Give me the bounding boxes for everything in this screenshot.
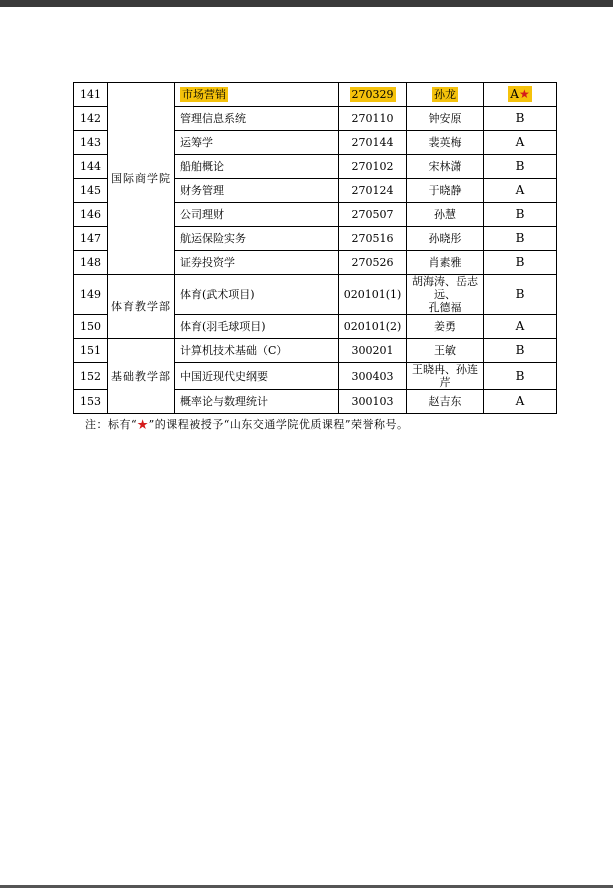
course-name: 中国近现代史纲要 bbox=[175, 363, 339, 390]
course-name bbox=[175, 83, 339, 107]
row-number: 146 bbox=[74, 203, 108, 227]
highlighted-course-name: 市场营销 bbox=[182, 88, 226, 101]
teacher-name-line: 孔德福 bbox=[428, 301, 462, 314]
course-code: 270507 bbox=[339, 203, 407, 227]
course-code bbox=[339, 83, 407, 107]
course-name: 航运保险实务 bbox=[175, 227, 339, 251]
top-bar bbox=[0, 0, 613, 7]
department-cell: 国际商学院 bbox=[108, 83, 175, 275]
course-name: 管理信息系统 bbox=[175, 107, 339, 131]
highlighted-course-code: 270329 bbox=[351, 88, 394, 101]
course-code: 270144 bbox=[339, 131, 407, 155]
table-row bbox=[74, 83, 557, 107]
teacher-name: 宋林潇 bbox=[407, 155, 484, 179]
teacher-name: 裴英梅 bbox=[407, 131, 484, 155]
grade-cell: A bbox=[484, 315, 557, 339]
grade-cell: B bbox=[484, 107, 557, 131]
course-code: 300103 bbox=[339, 390, 407, 414]
row-number: 144 bbox=[74, 155, 108, 179]
course-name: 公司理财 bbox=[175, 203, 339, 227]
teacher-name: 于晓静 bbox=[407, 179, 484, 203]
teacher-name: 姜勇 bbox=[407, 315, 484, 339]
grade-cell: B bbox=[484, 203, 557, 227]
teacher-name bbox=[407, 275, 484, 315]
course-code: 300201 bbox=[339, 339, 407, 363]
table-row bbox=[74, 339, 557, 363]
department-cell: 体育教学部 bbox=[108, 275, 175, 339]
highlighted-grade bbox=[508, 86, 531, 102]
teacher-name: 王敏 bbox=[407, 339, 484, 363]
grade-cell: B bbox=[484, 155, 557, 179]
teacher-name bbox=[407, 83, 484, 107]
row-number: 150 bbox=[74, 315, 108, 339]
course-name: 证券投资学 bbox=[175, 251, 339, 275]
course-name: 财务管理 bbox=[175, 179, 339, 203]
course-code: 300403 bbox=[339, 363, 407, 390]
grade-cell: B bbox=[484, 227, 557, 251]
grade-cell: B bbox=[484, 363, 557, 390]
teacher-name: 王晓冉、孙连芹 bbox=[407, 363, 484, 390]
grade-cell: A bbox=[484, 390, 557, 414]
course-table bbox=[73, 82, 557, 414]
row-number: 141 bbox=[74, 83, 108, 107]
row-number: 148 bbox=[74, 251, 108, 275]
teacher-name: 肖素雅 bbox=[407, 251, 484, 275]
teacher-name: 赵吉东 bbox=[407, 390, 484, 414]
footnote bbox=[85, 416, 409, 432]
course-code: 270110 bbox=[339, 107, 407, 131]
row-number: 143 bbox=[74, 131, 108, 155]
course-name: 计算机技术基础（C） bbox=[175, 339, 339, 363]
star-icon: ★ bbox=[137, 418, 149, 431]
row-number: 151 bbox=[74, 339, 108, 363]
teacher-name: 钟安原 bbox=[407, 107, 484, 131]
course-code: 270102 bbox=[339, 155, 407, 179]
grade-cell: B bbox=[484, 275, 557, 315]
grade-cell bbox=[484, 83, 557, 107]
grade-letter: A bbox=[510, 87, 519, 101]
course-name: 体育(羽毛球项目) bbox=[175, 315, 339, 339]
grade-cell: A bbox=[484, 131, 557, 155]
course-code: 270124 bbox=[339, 179, 407, 203]
row-number: 149 bbox=[74, 275, 108, 315]
row-number: 147 bbox=[74, 227, 108, 251]
course-code: 270516 bbox=[339, 227, 407, 251]
grade-cell: A bbox=[484, 179, 557, 203]
footnote-prefix: 注：标有“ bbox=[85, 418, 138, 431]
course-name: 运筹学 bbox=[175, 131, 339, 155]
course-name: 体育(武术项目) bbox=[175, 275, 339, 315]
department-cell: 基础教学部 bbox=[108, 339, 175, 414]
course-name: 船舶概论 bbox=[175, 155, 339, 179]
grade-cell: B bbox=[484, 339, 557, 363]
footnote-suffix: ”的课程被授予“山东交通学院优质课程”荣誉称号。 bbox=[148, 418, 409, 431]
grade-cell: B bbox=[484, 251, 557, 275]
star-icon: ★ bbox=[518, 87, 530, 101]
row-number: 152 bbox=[74, 363, 108, 390]
highlighted-teacher-name: 孙龙 bbox=[434, 88, 456, 101]
course-name: 概率论与数理统计 bbox=[175, 390, 339, 414]
row-number: 153 bbox=[74, 390, 108, 414]
teacher-name-line: 胡海涛、岳志远、 bbox=[412, 275, 478, 301]
course-code: 020101(1) bbox=[339, 275, 407, 315]
course-code: 270526 bbox=[339, 251, 407, 275]
row-number: 145 bbox=[74, 179, 108, 203]
teacher-name: 孙慧 bbox=[407, 203, 484, 227]
teacher-name: 孙晓彤 bbox=[407, 227, 484, 251]
row-number: 142 bbox=[74, 107, 108, 131]
course-code: 020101(2) bbox=[339, 315, 407, 339]
table-row bbox=[74, 275, 557, 315]
